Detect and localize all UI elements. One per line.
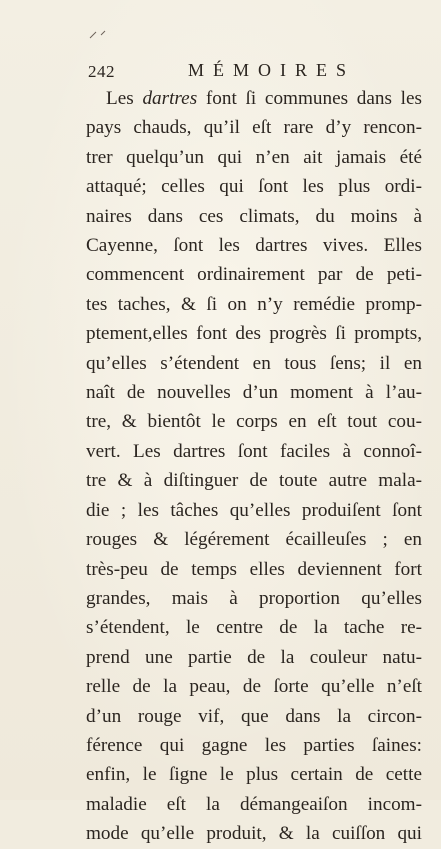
text-line: mode qu’elle produit, & la cuiſſon qui xyxy=(86,823,422,845)
text-line: prend une partie de la couleur natu- xyxy=(86,646,422,668)
text-line: très-peu de temps elles deviennent fort xyxy=(86,558,422,580)
text-line: naît de nouvelles d’un moment à l’au- xyxy=(86,382,422,404)
body-text xyxy=(86,84,422,849)
text-line: ptement,elles font des progrès ſi prompts, xyxy=(86,323,422,345)
text-line: pays chauds, qu’il eſt rare d’y rencon- xyxy=(86,117,422,139)
running-title: MÉMOIRES xyxy=(188,60,356,80)
text-line: tre, & bientôt le corps en eſt tout cou- xyxy=(86,411,422,433)
text-line: vert. Les dartres ſont faciles à connoî- xyxy=(86,440,422,462)
text-line: s’étendent, le centre de la tache re- xyxy=(86,617,422,639)
text-line: commencent ordinairement par de peti- xyxy=(86,264,422,286)
text-line: trer quelqu’un qui n’en ait jamais été xyxy=(86,146,422,168)
text-line: naires dans ces climats, du moins à xyxy=(86,205,422,227)
ink-mark xyxy=(86,22,116,42)
page-number: 242 xyxy=(88,62,115,81)
text-line: d’un rouge vif, que dans la circon- xyxy=(86,705,422,727)
text-line: die ; les tâches qu’elles produiſent ſont xyxy=(86,499,422,521)
text-line: férence qui gagne les parties ſaines: xyxy=(86,734,422,756)
italic-term: dartres xyxy=(142,88,198,109)
text-line: qu’elles s’étendent en tous ſens; il en xyxy=(86,352,422,374)
text-line: rouges & légérement écailleuſes ; en xyxy=(86,529,422,551)
text-line: relle de la peau, de ſorte qu’elle n’eſt xyxy=(86,676,422,698)
text-line: maladie eſt la démangeaiſon incom- xyxy=(86,793,422,815)
text-fragment: Les xyxy=(106,88,143,109)
text-line: grandes, mais à proportion qu’elles xyxy=(86,587,422,609)
text-line: tes taches, & ſi on n’y remédie promp- xyxy=(86,293,422,315)
text-fragment: font ſi communes dans les xyxy=(197,88,422,109)
text-line xyxy=(86,84,422,113)
text-line: attaqué; celles qui ſont les plus ordi- xyxy=(86,176,422,198)
text-line: tre & à diſtinguer de toute autre mala- xyxy=(86,470,422,492)
text-line: enfin, le ſigne le plus certain de cette xyxy=(86,764,422,786)
text-line: Cayenne, ſont les dartres vives. Elles xyxy=(86,235,422,257)
